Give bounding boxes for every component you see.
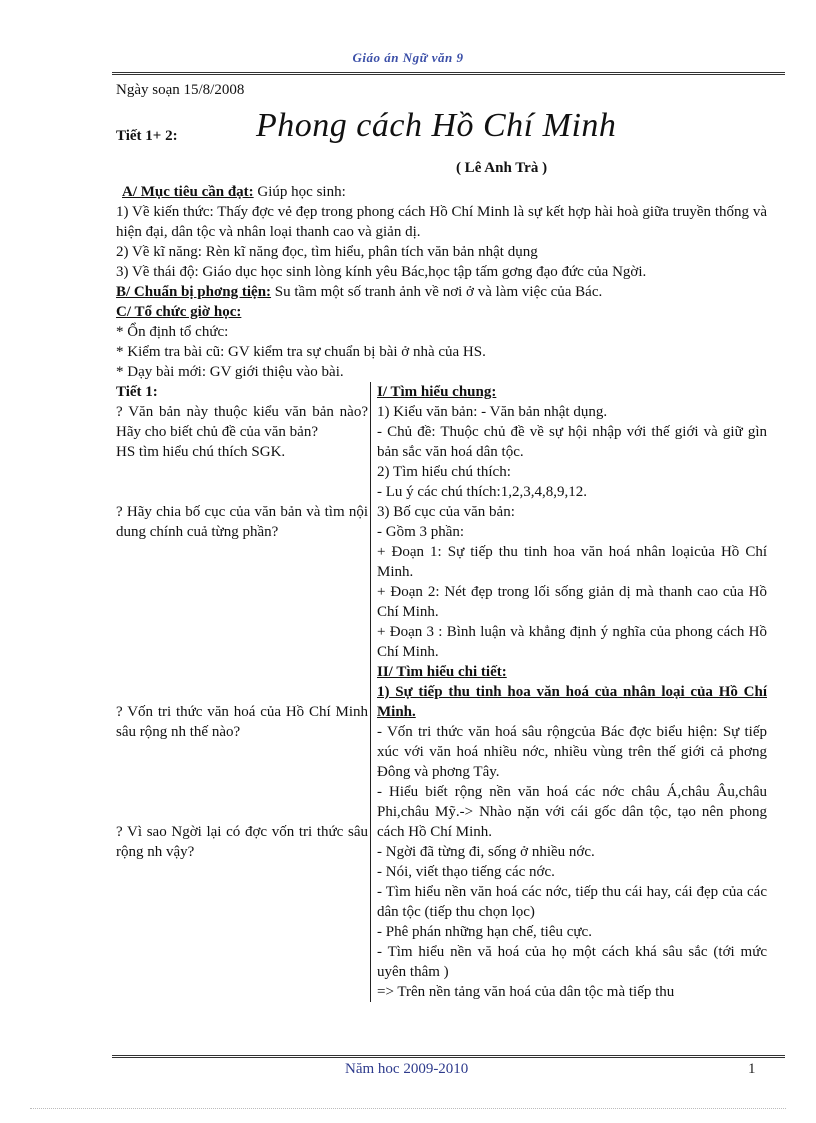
spacer	[116, 462, 368, 502]
author: ( Lê Anh Trà )	[455, 160, 548, 176]
lesson-table	[116, 382, 767, 1002]
section-b-label: B/ Chuẩn bị phơng tiện:	[116, 284, 272, 300]
lesson-title: Phong cách Hồ Chí Minh	[256, 107, 617, 144]
answer-2-line: + Đoạn 3 : Bình luận và khẳng định ý nghĩa của phong cách Hồ Chí Minh.	[377, 624, 767, 660]
spacer	[116, 542, 368, 702]
footer-divider	[112, 1055, 785, 1058]
section-b-text: Su tầm một số tranh ảnh về nơi ở và làm việc của Bác.	[271, 284, 603, 300]
answer-4-line: => Trên nền tảng văn hoá của dân tộc mà tiếp thu	[377, 984, 675, 1000]
answer-4-line: - Ngời đã từng đi, sống ở nhiều nớc.	[377, 844, 595, 860]
answer-1-line: 1) Kiểu văn bản: - Văn bản nhật dụng.	[377, 404, 608, 420]
answer-1-line: 2) Tìm hiểu chú thích:	[377, 464, 511, 480]
answer-4-line: - Tìm hiểu nền văn hoá các nớc, tiếp thu cái hay, cái đẹp của các dân tộc (tiếp thu chọn lọc)	[377, 884, 767, 920]
section-2-subheading: 1) Sự tiếp thu tinh hoa văn hoá của nhân loại của Hồ Chí Minh.	[377, 684, 767, 720]
spacer	[116, 742, 368, 822]
answer-2-line: + Đoạn 1: Sự tiếp thu tinh hoa văn hoá nhân loạicủa Hồ Chí Minh.	[377, 544, 767, 580]
footer-year: Năm hoc 2009-2010	[345, 1061, 469, 1077]
question-1b: HS tìm hiểu chú thích SGK.	[116, 444, 286, 460]
answer-1-line: - Chủ đề: Thuộc chủ đề về sự hội nhập với thế giới và giữ gìn bản sắc văn hoá dân tộc.	[377, 424, 767, 460]
answer-4-line: - Phê phán những hạn chế, tiêu cực.	[377, 924, 592, 940]
question-2: ? Hãy chia bố cục của văn bản và tìm nội dung chính cuả từng phần?	[116, 504, 368, 540]
answer-2-line: - Gồm 3 phần:	[377, 524, 465, 540]
answer-4-line: - Tìm hiểu nền vă hoá của họ một cách khá sâu sắc (tới mức uyên thâm )	[377, 944, 767, 980]
lesson-label: Tiết 1+ 2:	[116, 128, 178, 144]
table-right-heading: I/ Tìm hiểu chung:	[377, 384, 497, 400]
section-c-label: C/ Tổ chức giờ học:	[116, 304, 242, 320]
page-header: Giáo án Ngữ văn 9	[352, 50, 464, 65]
answer-4-line: - Nói, viết thạo tiếng các nớc.	[377, 864, 555, 880]
page-number: 1	[748, 1061, 756, 1077]
question-4: ? Vì sao Ngời lại có đợc vốn tri thức sâu rộng nh vậy?	[116, 824, 368, 860]
table-right-column	[371, 382, 767, 1002]
section-a-item: 3) Về thái độ: Giáo dục học sinh lòng kính yêu Bác,học tập tấm gơng đạo đức của Ngời.	[116, 264, 647, 280]
section-a-label: A/ Mục tiêu cần đạt:	[122, 184, 254, 200]
table-left-column	[116, 382, 371, 1002]
section-c-item: * Ổn định tổ chức:	[116, 324, 229, 340]
answer-2-line: + Đoạn 2: Nét đẹp trong lối sống giản dị mà thanh cao của Hồ Chí Minh.	[377, 584, 767, 620]
answer-3-line: - Vốn tri thức văn hoá sâu rộngcủa Bác đợc biểu hiện: Sự tiếp xúc với văn hoá nhiều nớc, nhiều vùng trên thế giới cả phơng Đông và phơng Tây.	[377, 724, 767, 780]
section-a-text: Giúp học sinh:	[253, 184, 346, 200]
question-1: ? Văn bản này thuộc kiểu văn bản nào? Hãy cho biết chủ đề của văn bản?	[116, 404, 368, 440]
section-a-item: 2) Về kĩ năng: Rèn kĩ năng đọc, tìm hiểu, phân tích văn bản nhật dụng	[116, 244, 538, 260]
document-body	[116, 80, 767, 1002]
section-2-heading: II/ Tìm hiểu chi tiết:	[377, 664, 507, 680]
section-b	[116, 282, 767, 302]
section-c-item: * Dạy bài mới: GV giới thiệu vào bài.	[116, 364, 344, 380]
table-left-heading: Tiết 1:	[116, 384, 158, 400]
title-row	[116, 100, 767, 144]
question-3: ? Vốn tri thức văn hoá của Hồ Chí Minh sâu rộng nh thế nào?	[116, 704, 368, 740]
section-c-item: * Kiểm tra bài cũ: GV kiểm tra sự chuẩn bị bài ở nhà của HS.	[116, 344, 486, 360]
answer-2-line: 3) Bố cục của văn bản:	[377, 504, 515, 520]
date-line: Ngày soạn 15/8/2008	[116, 82, 245, 98]
section-a	[116, 182, 767, 202]
header-divider	[112, 72, 785, 75]
answer-1-line: - Lu ý các chú thích:1,2,3,4,8,9,12.	[377, 484, 587, 500]
page-edge-dots	[30, 1108, 786, 1109]
section-a-item: 1) Về kiến thức: Thấy đợc vẻ đẹp trong phong cách Hồ Chí Minh là sự kết hợp hài hoà giữa truyền thống và hiện đại, dân tộc và nhân loại thanh cao và giản dị.	[116, 204, 767, 240]
answer-3-line: - Hiểu biết rộng nền văn hoá các nớc châu Á,châu Âu,châu Phi,châu Mỹ.-> Nhào nặn với cái gốc dân tộc, tạo nên phong cách Hồ Chí Minh.	[377, 784, 767, 840]
